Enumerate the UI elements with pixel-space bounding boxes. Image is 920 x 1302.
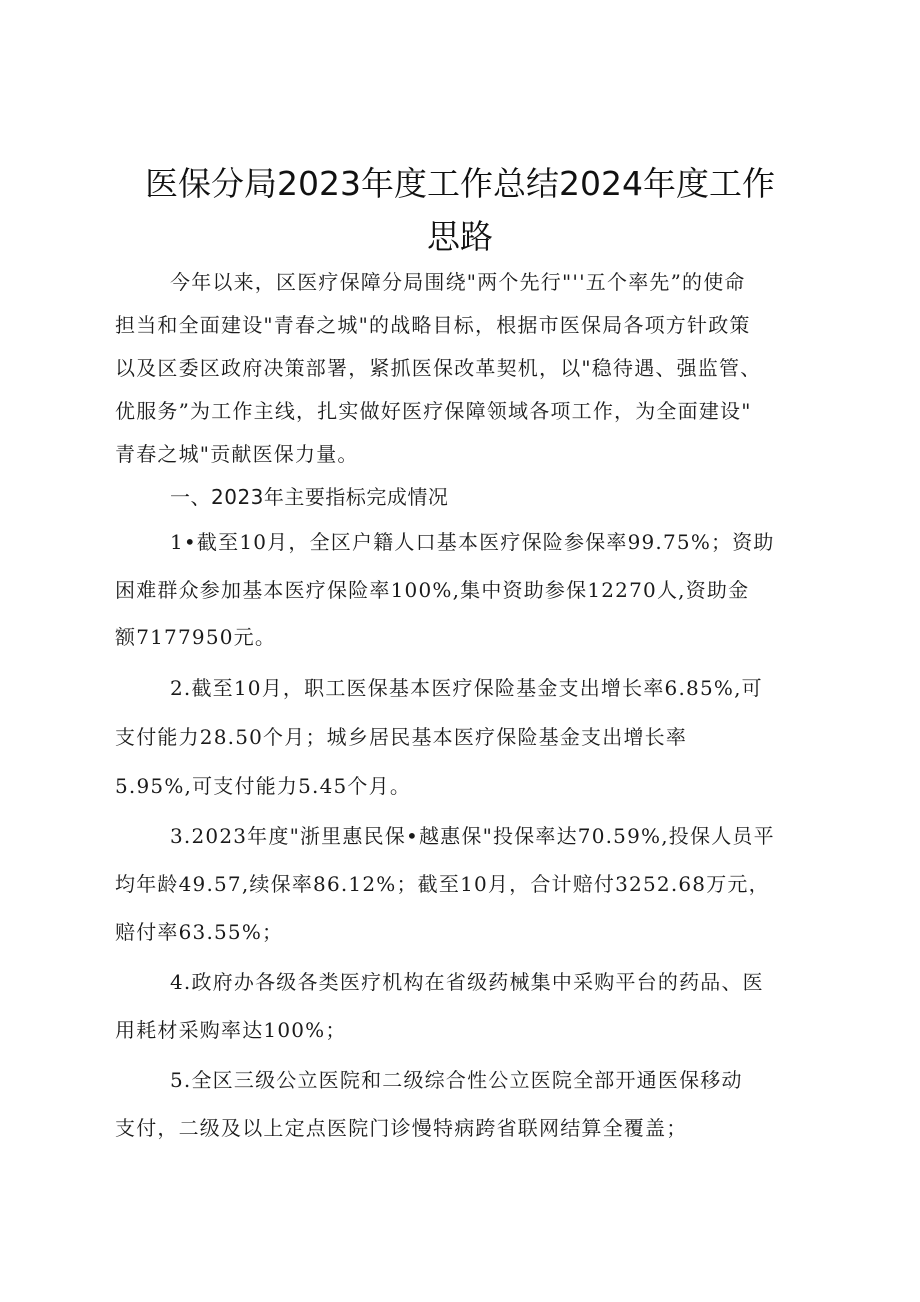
item3-line: 赔付率63.55%；: [115, 920, 284, 944]
intro-line: 优服务”为工作主线，扎实做好医疗保障领域各项工作，为全面建设": [115, 399, 752, 423]
item1-line: 1•截至10月，全区户籍人口基本医疗保险参保率99.75%；资助: [170, 530, 775, 554]
intro-line: 以及区委区政府决策部署，紧抓医保改革契机，以"稳待遇、强监管、: [115, 356, 762, 380]
item2-line: 5.95%,可支付能力5.45个月。: [115, 774, 412, 798]
item3-line: 均年龄49.57,续保率86.12%；截至10月，合计赔付3252.68万元，: [115, 872, 770, 896]
document-title-line1: 医保分局2023年度工作总结2024年度工作: [145, 164, 775, 203]
intro-line: 青春之城"贡献医保力量。: [115, 442, 359, 466]
item2-line: 2.截至10月，职工医保基本医疗保险基金支出增长率6.85%,可: [170, 676, 763, 700]
section-heading: 一、2023年主要指标完成情况: [170, 485, 449, 509]
item4-line: 用耗材采购率达100%；: [115, 1018, 347, 1042]
item2-line: 支付能力28.50个月；城乡居民基本医疗保险基金支出增长率: [115, 725, 688, 749]
document-title-line2: 思路: [427, 217, 493, 256]
item5-line: 5.全区三级公立医院和二级综合性公立医院全部开通医保移动: [170, 1068, 743, 1092]
intro-line: 今年以来，区医疗保障分局围绕"两个先行"''五个率先”的使命: [170, 270, 746, 294]
item4-line: 4.政府办各级各类医疗机构在省级药械集中采购平台的药品、医: [170, 970, 764, 994]
item3-line: 3.2023年度"浙里惠民保•越惠保"投保率达70.59%,投保人员平: [170, 824, 775, 848]
intro-line: 担当和全面建设"青春之城"的战略目标，根据市医保局各项方针政策: [115, 313, 751, 337]
item1-line: 困难群众参加基本医疗保险率100%,集中资助参保12270人,资助金: [115, 578, 750, 602]
item5-line: 支付，二级及以上定点医院门诊慢特病跨省联网结算全覆盖；: [115, 1116, 688, 1140]
item1-line: 额7177950元。: [115, 625, 277, 649]
